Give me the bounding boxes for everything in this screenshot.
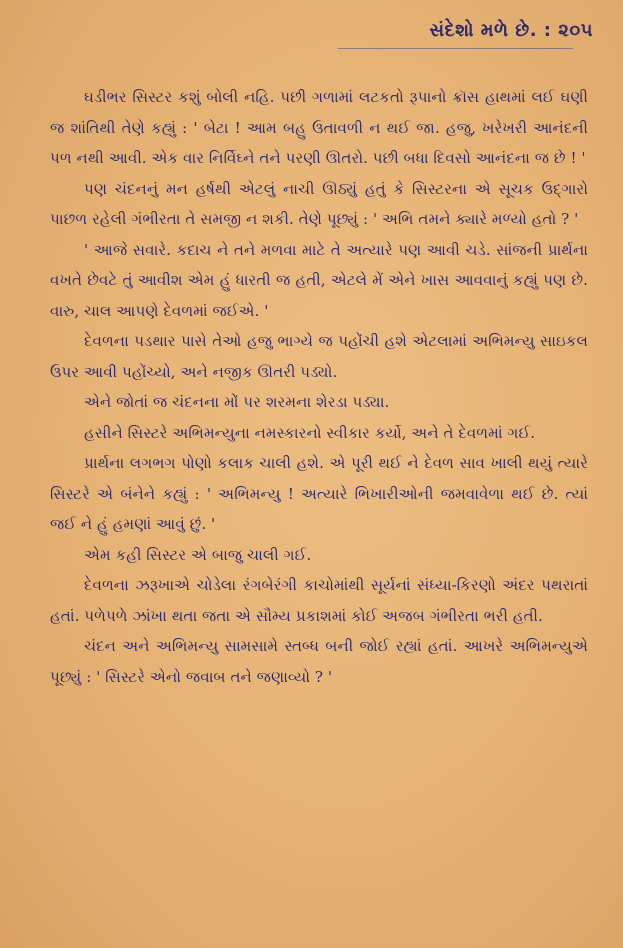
paragraph: ' આજે સવારે. કદાચ ને તને મળવા માટે તે અત્યારે પણ આવી ચડે. સાંજની પ્રાર્થના વખતે છેવટે તું આવીશ એમ હું ધારતી જ હતી, એટલે મેં એને ખાસ આવવાનું કહ્યું પણ છે. વારુ, ચાલ આપણે દેવળમાં જઈએ. ' bbox=[50, 240, 588, 320]
paragraph: હસીને સિસ્ટરે અભિમન્યુના નમસ્કારનો સ્વીકાર કર્યો, અને તે દેવળમાં ગઈ. bbox=[84, 423, 536, 442]
body-text bbox=[50, 82, 588, 692]
paragraph: દેવળના ઝરૂખાએ ચોડેલા રંગબેરંગી કાચોમાંથી સૂર્યનાં સંધ્યા-કિરણો અંદર પથરાતાં હતાં. પળેપળે ઝાંખા થતા જતા એ સૌમ્ય પ્રકાશમાં કોઈ અજબ ગંભીરતા ભરી હતી. bbox=[50, 576, 588, 625]
page-header: સંદેશો મળે છે. : ૨૦૫ bbox=[429, 20, 593, 41]
paragraph: ઘડીભર સિસ્ટર કશું બોલી નહિ. પછી ગળામાં લટકતો રૂપાનો ક્રૉસ હાથમાં લઈ ઘણી જ શાંતિથી તેણે કહ્યું : ' બેટા ! આમ બહુ ઉતાવળી ન થઈ જા. હજુ, ખરેખરી આનંદની પળ નથી આવી. એક વાર નિર્વિઘ્ને તને પરણી ઊતરો. પછી બધા દિવસો આનંદના જ છે ! ' bbox=[50, 88, 588, 167]
header-underline bbox=[338, 48, 573, 49]
paragraph: એને જોતાં જ ચંદનના મોં પર શરમના શેરડા પડ્યા. bbox=[84, 393, 390, 411]
paragraph: દેવળના પડથાર પાસે તેઓ હજુ ભાગ્યે જ પહોંચી હશે એટલામાં અભિમન્યુ સાઇકલ ઉપર આવી પહોંચ્યો, અને નજીક ઊતરી પડ્યો. bbox=[50, 332, 588, 381]
paragraph: ચંદન અને અભિમન્યુ સામસામે સ્તબ્ધ બની જોઈ રહ્યાં હતાં. આખરે અભિમન્યુએ પૂછ્યું : ' સિસ્ટરે એનો જવાબ તને જણાવ્યો ? ' bbox=[50, 637, 588, 686]
paragraph: પણ ચંદનનું મન હર્ષથી એટલું નાચી ઊઠ્યું હતું કે સિસ્ટરના એ સૂચક ઉદ્ગારો પાછળ રહેલી ગંભીરતા તે સમજી ન શકી. તેણે પૂછ્યું : ' અભિ તમને ક્યારે મળ્યો હતો ? ' bbox=[50, 179, 588, 228]
paragraph: પ્રાર્થના લગભગ પોણો કલાક ચાલી હશે. એ પૂરી થઈ ને દેવળ સાવ ખાલી થયું ત્યારે સિસ્ટરે એ બંનેને કહ્યું : ' અભિમન્યુ ! અત્યારે ભિખારીઓની જમવાવેળા થઈ છે. ત્યાં જઈ ને હું હમણાં આવું છું. ' bbox=[50, 454, 588, 533]
paragraph: એમ કહી સિસ્ટર એ બાજુ ચાલી ગઈ. bbox=[84, 545, 312, 564]
